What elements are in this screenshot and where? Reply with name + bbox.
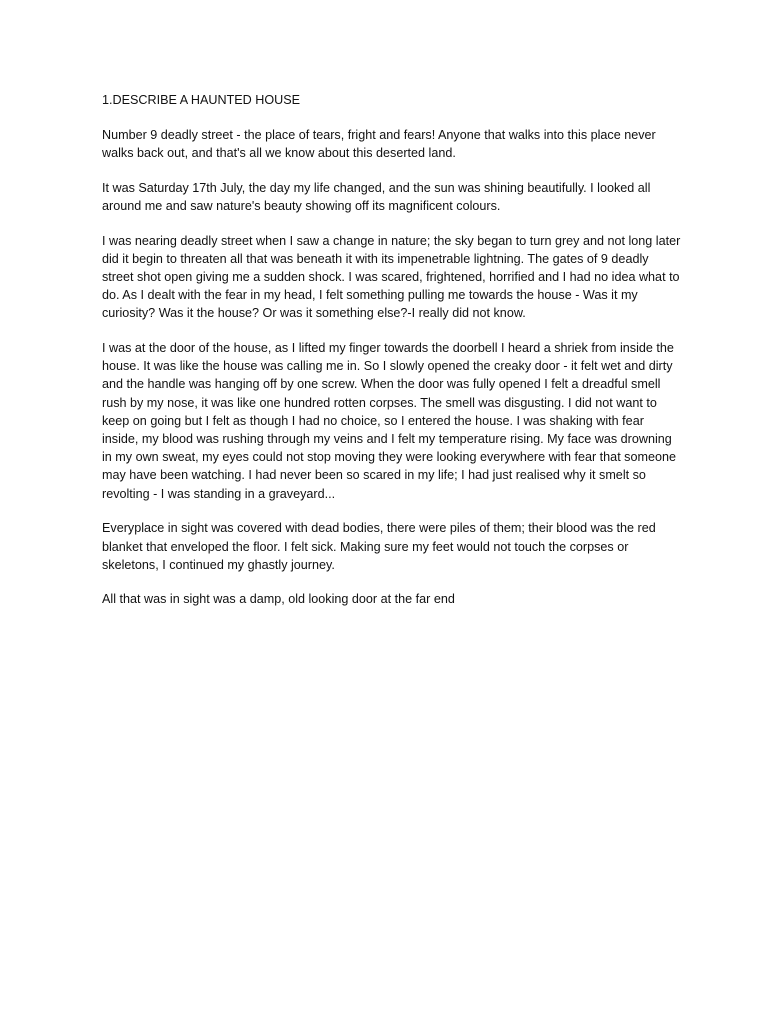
paragraph-2: It was Saturday 17th July, the day my life changed, and the sun was shining beautifully. I looked all around me and saw nature's beauty showing off its magnificent colours.	[102, 180, 651, 213]
paragraph-3: I was nearing deadly street when I saw a change in nature; the sky began to turn grey and not long later did it begin to threaten all that was beneath it with its impenetrable lightning. The gates of 9 deadly street shot open giving me a sudden shock. I was scared, frightened, horrified and I had no idea what to do. As I dealt with the fear in my head, I felt something pulling me towards the house - Was it my curiosity? Was it the house? Or was it something else?-I really did not know.	[102, 233, 681, 321]
paragraph-6: All that was in sight was a damp, old looking door at the far end	[102, 592, 455, 607]
paragraph-5: Everyplace in sight was covered with dead bodies, there were piles of them; their blood was the red blanket that enveloped the floor. I felt sick. Making sure my feet would not touch the corpses or skeletons, I continued my ghastly journey.	[102, 521, 656, 572]
paragraph-4: I was at the door of the house, as I lifted my finger towards the doorbell I heard a shriek from inside the house. It was like the house was calling me in. So I slowly opened the creaky door - it felt wet and dirty and the handle was hanging off by one screw. When the door was fully opened I felt a dreadful smell rush by my nose, it was like one hundred rotten corpses. The smell was disgusting. I did not want to keep on going but I felt as though I had no choice, so I entered the house. I was shaking with fear inside, my blood was rushing through my veins and I felt my temperature rising. My face was drowning in my own sweat, my eyes could not stop moving they were looking everywhere with fear that someone may have been watching. I had never been so scared in my life; I had just realised why it smelt so revolting - I was standing in a graveyard...	[102, 341, 676, 501]
paragraph-1: Number 9 deadly street - the place of tears, fright and fears! Anyone that walks into this place never walks back out, and that's all we know about this deserted land.	[102, 127, 656, 160]
document-heading: 1.DESCRIBE A HAUNTED HOUSE	[102, 93, 301, 107]
document-body	[102, 91, 682, 625]
